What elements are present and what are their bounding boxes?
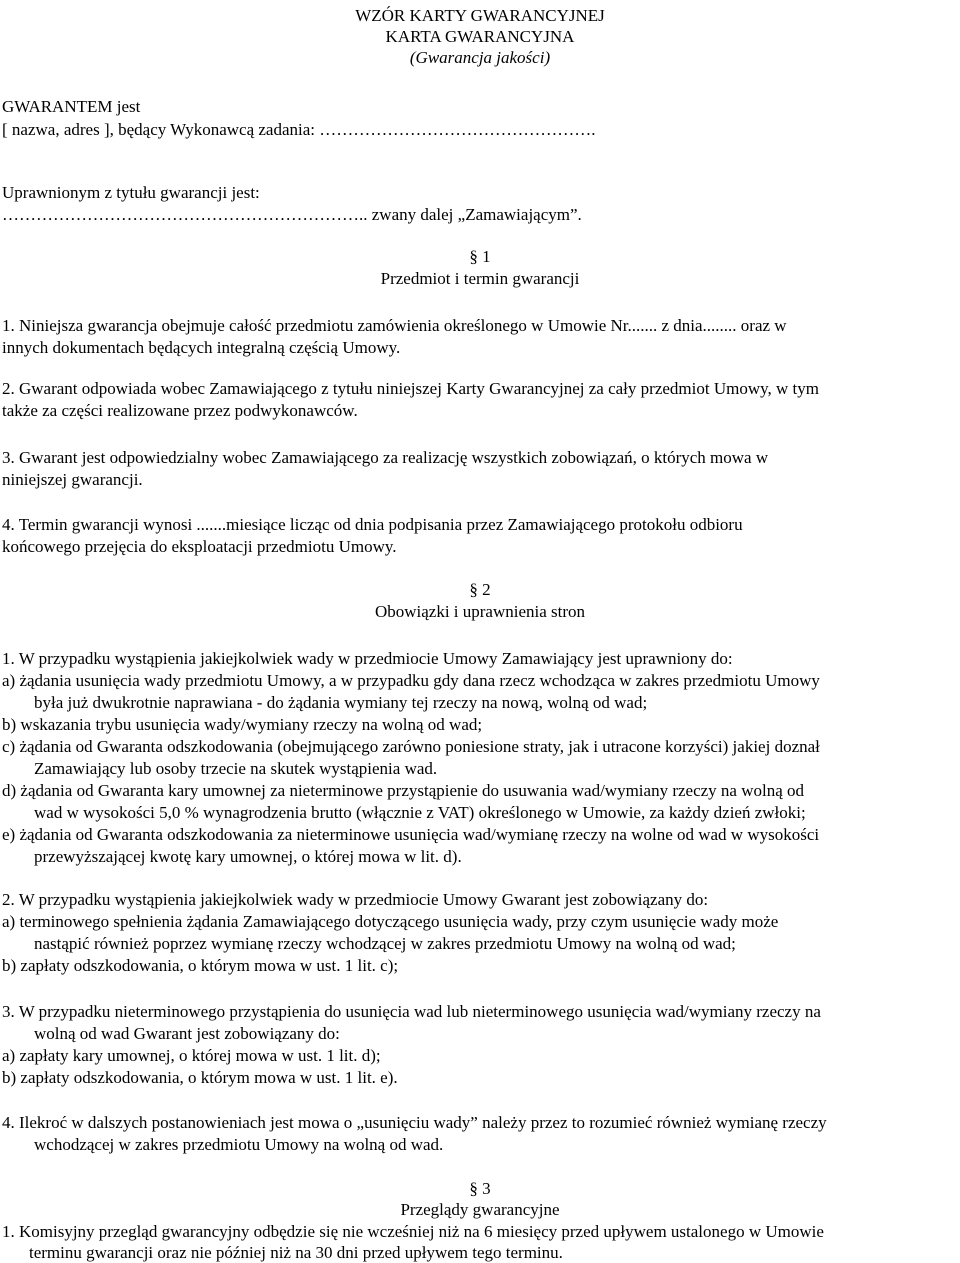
section-1-paragraph-1-cont: innych dokumentach będących integralną częścią Umowy.	[2, 338, 401, 357]
section-3-number: § 3	[469, 1179, 491, 1198]
guarantor-heading: GWARANTEM jest	[2, 97, 141, 116]
section-1-number: § 1	[469, 247, 491, 266]
guarantor-details: [ nazwa, adres ], będący Wykonawcą zadania: ………………………………………….	[2, 120, 596, 139]
section-1-paragraph-1: 1. Niniejsza gwarancja obejmuje całość przedmiotu zamówienia określonego w Umowie Nr....... z dnia........ oraz w	[2, 316, 787, 335]
section-2-paragraph-3-cont: wolną od wad Gwarant jest zobowiązany do:	[34, 1024, 340, 1043]
section-1-paragraph-2-cont: także za części realizowane przez podwykonawców.	[2, 401, 358, 420]
section-2-number: § 2	[469, 580, 491, 599]
section-2-paragraph-1: 1. W przypadku wystąpienia jakiejkolwiek wady w przedmiocie Umowy Zamawiający jest uprawniony do:	[2, 649, 733, 668]
section-2-item-a-cont: była już dwukrotnie naprawiana - do żądania wymiany tej rzeczy na nową, wolną od wad;	[34, 693, 648, 712]
section-1-title: Przedmiot i termin gwarancji	[380, 269, 580, 288]
section-1-paragraph-4: 4. Termin gwarancji wynosi .......miesiące licząc od dnia podpisania przez Zamawiającego protokołu odbioru	[2, 515, 743, 534]
section-1-paragraph-3: 3. Gwarant jest odpowiedzialny wobec Zamawiającego za realizację wszystkich zobowiązań, o których mowa w	[2, 448, 769, 467]
section-2-item-e: e) żądania od Gwaranta odszkodowania za nieterminowe usunięcia wad/wymianę rzeczy na wolne od wad w wysokości	[2, 825, 820, 844]
section-2-title: Obowiązki i uprawnienia stron	[374, 602, 586, 621]
section-3-title: Przeglądy gwarancyjne	[400, 1200, 560, 1219]
section-2-item-d-cont: wad w wysokości 5,0 % wynagrodzenia brutto (włącznie z VAT) określonego w Umowie, za każdy dzień zwłoki;	[34, 803, 806, 822]
section-2-item-b: b) wskazania trybu usunięcia wady/wymiany rzeczy na wolną od wad;	[2, 715, 483, 734]
beneficiary-heading: Uprawnionym z tytułu gwarancji jest:	[2, 183, 260, 202]
section-2-p2-item-a-cont: nastąpić również poprzez wymianę rzeczy wchodzącej w zakres przedmiotu Umowy na wolną od wad;	[34, 934, 736, 953]
section-2-p3-item-b: b) zapłaty odszkodowania, o którym mowa w ust. 1 lit. e).	[2, 1068, 398, 1087]
section-1-paragraph-2: 2. Gwarant odpowiada wobec Zamawiającego z tytułu niniejszej Karty Gwarancyjnej za cały przedmiot Umowy, w tym	[2, 379, 819, 398]
section-2-p3-item-a: a) zapłaty kary umownej, o której mowa w ust. 1 lit. d);	[2, 1046, 381, 1065]
document-subtitle: KARTA GWARANCYJNA	[385, 27, 575, 46]
section-2-paragraph-4: 4. Ilekroć w dalszych postanowieniach jest mowa o „usunięciu wady” należy przez to rozumieć również wymianę rzeczy	[2, 1113, 827, 1132]
section-2-item-c-cont: Zamawiający lub osoby trzecie na skutek wystąpienia wad.	[34, 759, 438, 778]
section-2-paragraph-4-cont: wchodzącej w zakres przedmiotu Umowy na wolną od wad.	[34, 1135, 444, 1154]
document-note: (Gwarancja jakości)	[409, 48, 551, 67]
section-3-paragraph-1-cont: terminu gwarancji oraz nie później niż na 30 dni przed upływem tego terminu.	[29, 1243, 563, 1262]
section-2-item-c: c) żądania od Gwaranta odszkodowania (obejmującego zarówno poniesione straty, jak i utracone korzyści) jakiej doznał	[2, 737, 820, 756]
section-2-item-e-cont: przewyższającej kwotę kary umownej, o której mowa w lit. d).	[34, 847, 462, 866]
section-2-item-d: d) żądania od Gwaranta kary umownej za nieterminowe przystąpienie do usuwania wad/wymiany rzeczy na wolną od	[2, 781, 805, 800]
section-2-p2-item-b: b) zapłaty odszkodowania, o którym mowa w ust. 1 lit. c);	[2, 956, 399, 975]
section-1-paragraph-3-cont: niniejszej gwarancji.	[2, 470, 143, 489]
section-2-paragraph-2: 2. W przypadku wystąpienia jakiejkolwiek wady w przedmiocie Umowy Gwarant jest zobowiązany do:	[2, 890, 709, 909]
document-title: WZÓR KARTY GWARANCYJNEJ	[355, 6, 605, 25]
section-3-paragraph-1: 1. Komisyjny przegląd gwarancyjny odbędzie się nie wcześniej niż na 6 miesięcy przed upływem ustalonego w Umowie	[2, 1222, 824, 1241]
section-2-item-a: a) żądania usunięcia wady przedmiotu Umowy, a w przypadku gdy dana rzecz wchodząca w zakres przedmiotu Umowy	[2, 671, 820, 690]
section-1-paragraph-4-cont: końcowego przejęcia do eksploatacji przedmiotu Umowy.	[2, 537, 397, 556]
beneficiary-details: ……………………………………………………….. zwany dalej „Zamawiającym”.	[2, 205, 582, 224]
section-2-p2-item-a: a) terminowego spełnienia żądania Zamawiającego dotyczącego usunięcia wady, przy czym usunięcie wady może	[2, 912, 779, 931]
section-2-paragraph-3: 3. W przypadku nieterminowego przystąpienia do usunięcia wad lub nieterminowego usunięcia wad/wymiany rzeczy na	[2, 1002, 821, 1021]
